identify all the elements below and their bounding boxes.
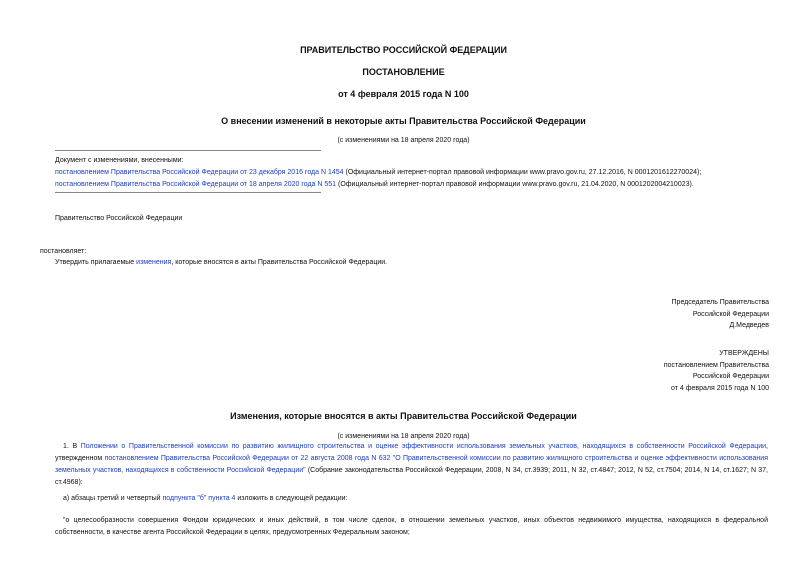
changes-revision-note: (с изменениями на 18 апреля 2020 года) <box>337 433 470 440</box>
approved-date-number: от 4 февраля 2015 года N 100 <box>671 384 769 392</box>
revision-note: (с изменениями на 18 апреля 2020 года) <box>337 137 470 144</box>
resolves-text: постановляет: <box>40 248 87 255</box>
amendment-source: (Официальный интернет-портал правовой информации www.pravo.gov.ru, 27.12.2016, N 0001201612270024); <box>343 169 702 176</box>
approved-heading: УТВЕРЖДЕНЫ <box>719 350 769 357</box>
regulation-link[interactable]: Положении о Правительственной комиссии по развитию жилищного строительства и оценке эффективности использования земельных участков, находящихся в собственности Российской Федерации <box>80 443 767 450</box>
signature-country: Российской Федерации <box>692 310 769 318</box>
amendment-item <box>55 167 701 179</box>
amendments-intro: Документ с изменениями, внесенными: <box>55 157 184 164</box>
amendments-bottom-rule <box>55 192 321 193</box>
approved-by: постановлением Правительства <box>663 361 769 369</box>
signature-position: Председатель Правительства <box>671 299 769 306</box>
document-title: О внесении изменений в некоторые акты Правительства Российской Федерации <box>221 116 586 126</box>
approve-paragraph: Утвердить прилагаемые изменения, которые вносятся в акты Правительства Российской Федерации. <box>55 259 388 266</box>
document-type-heading: ПОСТАНОВЛЕНИЕ <box>362 67 445 77</box>
change-item-1: 1. В Положении о Правительственной комиссии по развитию жилищного строительства и оценке эффективности использования земельных участков, находящихся в собственности Российской Федерации, утвержденном постановлением Правительства Российской Федерации от 22 августа 2008 года N 632 "О Правительственной комиссии по развитию жилищного строительства и оценке эффективности использования земельных участков, находящихся в собственности Российской Федерации" (Собрание законодательства Российской Федерации, 2008, N 34, ст.3939; 2011, N 32, ст.4847; 2012, N 52, ст.7504; 2014, N 14, ст.1627; N 37, ст.4968): <box>55 443 768 486</box>
amendments-box <box>55 155 701 191</box>
changes-link[interactable]: изменения <box>136 259 172 266</box>
resolution-632-link[interactable]: постановлением Правительства Российской Федерации от 22 августа 2008 года N 632 "О Правительственной комиссии по развитию жилищного строительства и оценке эффективности использования земельных участков, находящихся в собственности Российской Федерации" <box>55 455 768 474</box>
amendment-link-2016[interactable]: постановлением Правительства Российской Федерации от 23 декабря 2016 года N 1454 <box>55 169 344 176</box>
government-text: Правительство Российской Федерации <box>55 215 183 222</box>
approved-country: Российской Федерации <box>692 373 769 380</box>
sub-item-a: а) абзацы третий и четвертый подпункта "б" пункта 4 изложить в следующей редакции: <box>63 495 348 502</box>
subparagraph-link[interactable]: подпункта "б" пункта 4 <box>162 495 236 502</box>
quoted-paragraph: "о целесообразности совершения Фондом юридических и иных действий, в том числе сделок, в отношении земельных участков, иных объектов недвижимого имущества, находящихся в федеральной собственности, в качестве агента Российской Федерации в целях, предусмотренных Федеральным законом; <box>55 517 768 536</box>
authority-heading: ПРАВИТЕЛЬСТВО РОССИЙСКОЙ ФЕДЕРАЦИИ <box>300 45 507 55</box>
amendments-top-rule <box>55 150 321 151</box>
amendment-item <box>55 179 701 191</box>
signature-name: Д.Медведев <box>729 322 769 329</box>
changes-title: Изменения, которые вносятся в акты Правительства Российской Федерации <box>230 411 577 421</box>
signature-block <box>672 297 769 332</box>
amendment-source: (Официальный интернет-портал правовой информации www.pravo.gov.ru, 21.04.2020, N 0001202004210023). <box>336 181 694 188</box>
amendment-link-2020[interactable]: постановлением Правительства Российской Федерации от 18 апреля 2020 года N 551 <box>55 181 337 188</box>
document-date-number: от 4 февраля 2015 года N 100 <box>338 89 469 99</box>
approved-block <box>664 348 769 394</box>
